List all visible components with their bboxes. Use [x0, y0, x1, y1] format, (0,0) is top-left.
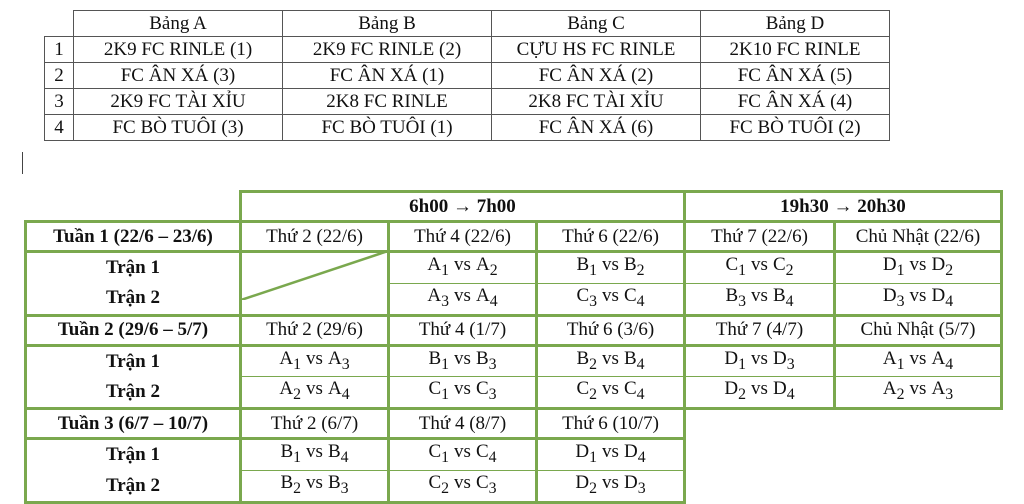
vs-word: vs	[909, 347, 927, 369]
team-index: 2	[636, 261, 645, 279]
vs-word: vs	[306, 471, 323, 493]
day-header: Thứ 4 (8/7)	[389, 409, 537, 439]
match-pairing	[389, 283, 537, 315]
match-1-label: Trận 1	[26, 345, 241, 377]
team-letter: C	[475, 471, 489, 493]
team-index: 3	[340, 479, 349, 497]
team-index: 1	[589, 448, 598, 466]
group-header-a: Bảng A	[74, 11, 283, 37]
team-index: 4	[488, 448, 497, 466]
match-pairing	[685, 345, 835, 377]
vs-word: vs	[909, 378, 927, 400]
match-row	[26, 470, 1002, 502]
groups-header-row	[45, 11, 890, 37]
table-row	[45, 89, 890, 115]
match-pairing	[389, 345, 537, 377]
team-index: 3	[589, 292, 598, 310]
row-number: 1	[45, 37, 74, 63]
empty-cell	[685, 470, 835, 502]
match-pairing	[537, 283, 685, 315]
match-pairing	[537, 470, 685, 502]
team-letter: B	[576, 254, 590, 275]
vs-word: vs	[909, 284, 927, 306]
day-header: Thứ 7 (4/7)	[685, 315, 835, 345]
schedule-corner-cell	[26, 192, 241, 222]
day-header: Thứ 6 (10/7)	[537, 409, 685, 439]
day-header: Thứ 4 (1/7)	[389, 315, 537, 345]
week-row	[26, 409, 1002, 439]
team-letter: D	[575, 471, 590, 493]
day-header: Thứ 7 (22/6)	[685, 222, 835, 252]
team-cell: 2K9 FC RINLE (1)	[74, 37, 283, 63]
empty-cell	[835, 439, 1002, 471]
group-header-c: Bảng C	[492, 11, 701, 37]
vs-word: vs	[454, 284, 471, 306]
match-pairing	[389, 252, 537, 284]
match-2-label: Trận 2	[26, 470, 241, 502]
team-index: 3	[341, 355, 350, 373]
team-letter: B	[576, 347, 590, 369]
team-index: 4	[945, 292, 954, 310]
team-cell: FC BÒ TUÔI (2)	[701, 115, 890, 141]
empty-cell	[685, 439, 835, 471]
team-letter: B	[428, 347, 442, 369]
team-letter: B	[327, 441, 341, 463]
team-letter: C	[725, 254, 739, 275]
vs-word: vs	[909, 254, 927, 275]
vs-word: vs	[454, 347, 471, 369]
team-cell: 2K10 FC RINLE	[701, 37, 890, 63]
team-cell: FC ÂN XÁ (4)	[701, 89, 890, 115]
team-letter: D	[724, 378, 739, 400]
team-letter: B	[623, 254, 637, 275]
match-pairing	[685, 283, 835, 315]
team-letter: B	[327, 471, 341, 493]
team-index: 3	[488, 355, 497, 373]
match-pairing	[537, 439, 685, 471]
team-index: 2	[589, 355, 598, 373]
match-row	[26, 377, 1002, 409]
team-index: 1	[896, 355, 905, 373]
team-index: 1	[441, 355, 450, 373]
schedule-table	[24, 190, 1003, 504]
team-letter: C	[428, 378, 442, 400]
team-index: 2	[738, 386, 747, 404]
team-index: 3	[945, 386, 954, 404]
team-letter: C	[772, 254, 786, 275]
table-row	[45, 37, 890, 63]
team-letter: B	[772, 284, 786, 306]
match-pairing	[241, 470, 389, 502]
team-letter: A	[931, 347, 946, 369]
team-index: 1	[896, 261, 905, 279]
team-letter: D	[724, 347, 739, 369]
vs-word: vs	[454, 254, 471, 275]
team-letter: A	[279, 347, 294, 369]
team-index: 1	[589, 261, 598, 279]
match-1-label: Trận 1	[26, 439, 241, 471]
team-index: 3	[786, 355, 795, 373]
team-letter: D	[623, 471, 638, 493]
empty-cell	[241, 252, 389, 284]
team-letter: D	[772, 347, 787, 369]
team-index: 3	[488, 386, 497, 404]
table-row	[45, 115, 890, 141]
team-letter: C	[428, 441, 442, 463]
time-evening: 19h30 → 20h30	[685, 192, 1002, 222]
team-index: 3	[488, 479, 497, 497]
vs-word: vs	[751, 378, 768, 400]
day-header: Thứ 6 (3/6)	[537, 315, 685, 345]
team-index: 2	[293, 479, 302, 497]
team-index: 1	[293, 355, 302, 373]
match-pairing	[835, 252, 1002, 284]
vs-word: vs	[751, 284, 768, 306]
groups-body	[45, 11, 890, 141]
empty-cell	[835, 470, 1002, 502]
team-cell: FC ÂN XÁ (1)	[283, 63, 492, 89]
team-index: 2	[441, 479, 450, 497]
day-header: Thứ 4 (22/6)	[389, 222, 537, 252]
team-letter: B	[725, 284, 739, 306]
team-letter: A	[882, 378, 897, 400]
vs-word: vs	[454, 378, 471, 400]
week-label: Tuần 1 (22/6 – 23/6)	[26, 222, 241, 252]
match-2-label: Trận 2	[26, 377, 241, 409]
day-header: Chủ Nhật (5/7)	[835, 315, 1002, 345]
vs-word: vs	[602, 347, 619, 369]
vs-word: vs	[751, 347, 768, 369]
match-pairing	[241, 345, 389, 377]
team-letter: A	[279, 378, 294, 400]
team-letter: B	[475, 347, 489, 369]
team-cell: 2K9 FC RINLE (2)	[283, 37, 492, 63]
team-index: 4	[945, 355, 954, 373]
team-index: 1	[738, 355, 747, 373]
team-index: 2	[293, 386, 302, 404]
groups-corner-cell	[45, 11, 74, 37]
team-index: 4	[636, 386, 645, 404]
team-letter: D	[882, 284, 897, 306]
group-header-b: Bảng B	[283, 11, 492, 37]
team-cell: FC ÂN XÁ (2)	[492, 63, 701, 89]
match-pairing	[389, 439, 537, 471]
team-letter: A	[882, 347, 897, 369]
team-letter: C	[576, 378, 590, 400]
week-label: Tuần 3 (6/7 – 10/7)	[26, 409, 241, 439]
vs-word: vs	[602, 441, 619, 463]
time-morning: 6h00 → 7h00	[241, 192, 685, 222]
match-row	[26, 252, 1002, 284]
week-label: Tuần 2 (29/6 – 5/7)	[26, 315, 241, 345]
team-letter: C	[576, 284, 590, 306]
team-index: 4	[785, 292, 794, 310]
team-letter: C	[475, 441, 489, 463]
day-header: Thứ 6 (22/6)	[537, 222, 685, 252]
team-index: 1	[441, 386, 450, 404]
team-index: 1	[293, 448, 302, 466]
row-number: 4	[45, 115, 74, 141]
team-index: 2	[785, 261, 794, 279]
team-index: 4	[786, 386, 795, 404]
team-cell: FC ÂN XÁ (5)	[701, 63, 890, 89]
team-letter: A	[327, 347, 342, 369]
vs-word: vs	[454, 471, 471, 493]
team-index: 3	[441, 292, 450, 310]
team-index: 2	[489, 261, 498, 279]
team-index: 4	[489, 292, 498, 310]
vs-word: vs	[306, 441, 323, 463]
match-pairing	[537, 377, 685, 409]
vs-word: vs	[306, 378, 323, 400]
team-letter: D	[931, 254, 946, 275]
empty-cell	[241, 283, 389, 315]
match-pairing	[685, 377, 835, 409]
team-letter: A	[427, 284, 442, 306]
vs-word: vs	[306, 347, 323, 369]
team-index: 1	[441, 261, 450, 279]
team-letter: A	[475, 284, 490, 306]
team-index: 2	[589, 479, 598, 497]
team-letter: D	[772, 378, 787, 400]
team-index: 2	[896, 386, 905, 404]
vs-word: vs	[602, 471, 619, 493]
match-row	[26, 283, 1002, 315]
team-index: 3	[637, 479, 646, 497]
time-header-row	[26, 192, 1002, 222]
team-index: 2	[589, 386, 598, 404]
team-index: 1	[441, 448, 450, 466]
team-cell: FC BÒ TUÔI (3)	[74, 115, 283, 141]
day-header: Thứ 2 (6/7)	[241, 409, 389, 439]
match-pairing	[389, 470, 537, 502]
team-cell: 2K8 FC RINLE	[283, 89, 492, 115]
match-pairing	[835, 283, 1002, 315]
team-letter: D	[931, 284, 946, 306]
team-letter: A	[931, 378, 946, 400]
match-pairing	[241, 439, 389, 471]
team-cell: FC ÂN XÁ (6)	[492, 115, 701, 141]
team-letter: C	[623, 378, 637, 400]
team-index: 4	[636, 292, 645, 310]
team-letter: D	[623, 441, 638, 463]
team-letter: B	[623, 347, 637, 369]
team-index: 3	[896, 292, 905, 310]
vs-word: vs	[602, 254, 619, 275]
team-index: 3	[738, 292, 747, 310]
team-cell: 2K9 FC TÀI XỈU	[74, 89, 283, 115]
team-index: 4	[340, 448, 349, 466]
team-index: 4	[637, 448, 646, 466]
team-letter: C	[475, 378, 489, 400]
match-row	[26, 439, 1002, 471]
match-2-label: Trận 2	[26, 283, 241, 315]
match-pairing	[537, 345, 685, 377]
week-row	[26, 315, 1002, 345]
team-cell: FC ÂN XÁ (3)	[74, 63, 283, 89]
team-letter: A	[475, 254, 490, 275]
vs-word: vs	[602, 378, 619, 400]
row-number: 3	[45, 89, 74, 115]
team-index: 4	[341, 386, 350, 404]
text-cursor	[22, 152, 23, 174]
team-letter: D	[575, 441, 590, 463]
team-letter: A	[427, 254, 442, 275]
week-row	[26, 222, 1002, 252]
row-number: 2	[45, 63, 74, 89]
groups-table	[44, 10, 890, 141]
empty-cell	[685, 409, 835, 439]
team-letter: C	[623, 284, 637, 306]
team-index: 4	[636, 355, 645, 373]
day-header: Thứ 2 (29/6)	[241, 315, 389, 345]
match-1-label: Trận 1	[26, 252, 241, 284]
team-index: 1	[738, 261, 747, 279]
team-letter: B	[280, 471, 294, 493]
vs-word: vs	[454, 441, 471, 463]
match-pairing	[835, 377, 1002, 409]
team-cell: CỰU HS FC RINLE	[492, 37, 701, 63]
match-pairing	[835, 345, 1002, 377]
match-pairing	[241, 377, 389, 409]
match-pairing	[389, 377, 537, 409]
empty-cell	[835, 409, 1002, 439]
team-letter: A	[327, 378, 342, 400]
match-pairing	[537, 252, 685, 284]
team-cell: FC BÒ TUÔI (1)	[283, 115, 492, 141]
team-cell: 2K8 FC TÀI XỈU	[492, 89, 701, 115]
group-header-d: Bảng D	[701, 11, 890, 37]
team-letter: B	[280, 441, 294, 463]
table-row	[45, 63, 890, 89]
day-header: Thứ 2 (22/6)	[241, 222, 389, 252]
vs-word: vs	[751, 254, 768, 275]
team-index: 2	[945, 261, 954, 279]
team-letter: C	[428, 471, 442, 493]
match-row	[26, 345, 1002, 377]
vs-word: vs	[602, 284, 619, 306]
day-header: Chủ Nhật (22/6)	[835, 222, 1002, 252]
team-letter: D	[882, 254, 897, 275]
schedule-body	[26, 192, 1002, 503]
match-pairing	[685, 252, 835, 284]
